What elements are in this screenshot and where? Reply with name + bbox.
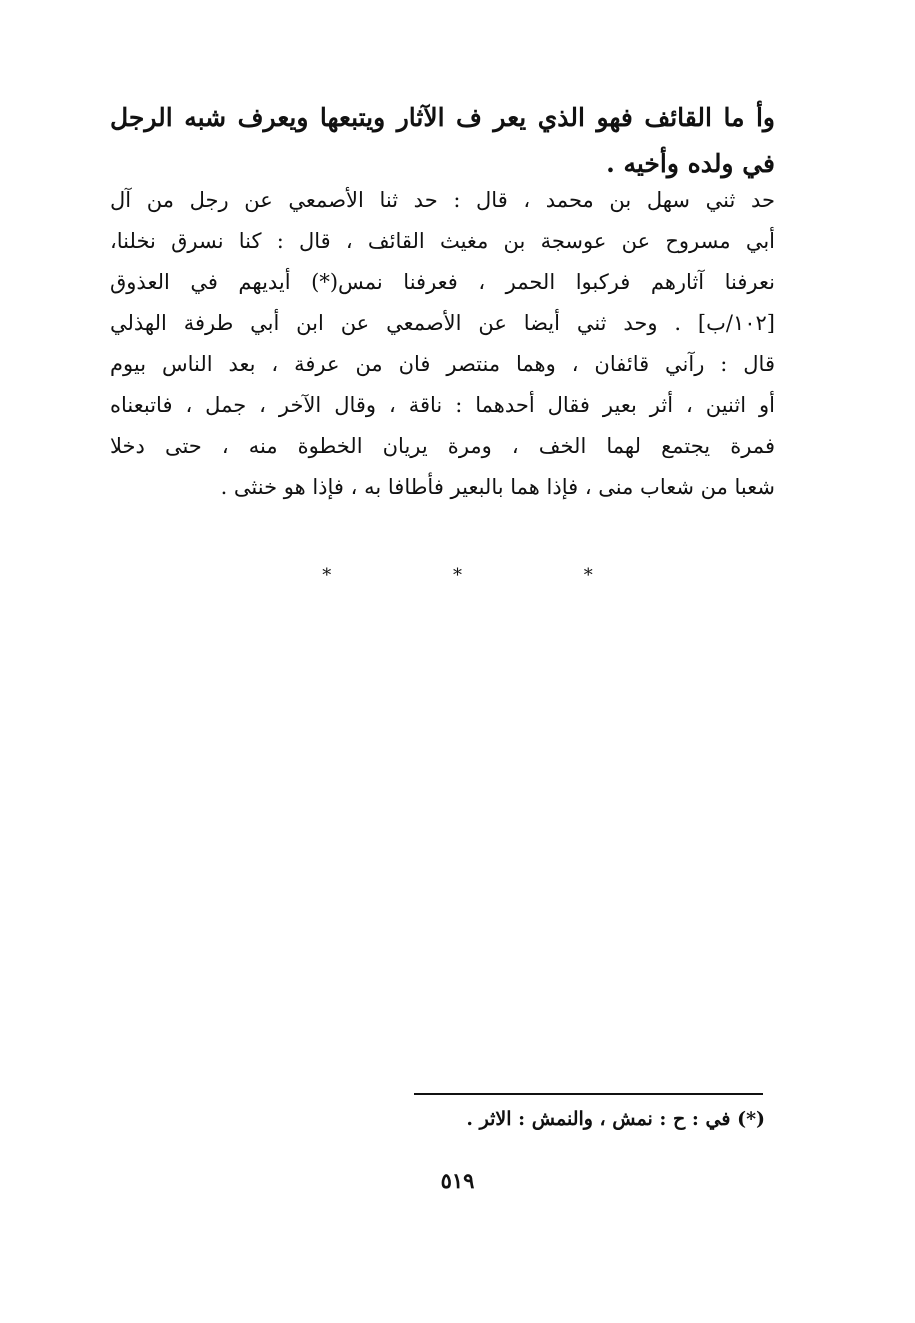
footnote: (*) في : ح : نمش ، والنمش : الاثر . xyxy=(466,1108,765,1130)
body-line: أبي مسروح عن عوسجة بن مغيث القائف ، قال : كنا نسرق نخلنا، xyxy=(110,229,775,253)
section-separator: * * * xyxy=(322,565,651,586)
body-line: قال : رآني قائفان ، وهما منتصر فان من عرفة ، بعد الناس بيوم xyxy=(110,352,775,376)
body-line: شعبا من شعاب منى ، فإذا هما بالبعير فأطافا به ، فإذا هو خنثى . xyxy=(220,475,775,499)
body-line: [١٠٢/ب] . وحد ثني أيضا عن الأصمعي عن ابن أبي طرفة الهذلي xyxy=(110,311,775,335)
heading-line: في ولده وأخيه . xyxy=(606,149,775,178)
footnote-divider xyxy=(414,1093,763,1095)
body-paragraph xyxy=(110,180,775,508)
body-line: فمرة يجتمع لهما الخف ، ومرة يريان الخطوة منه ، حتى دخلا xyxy=(110,434,775,458)
page-number: ٥١٩ xyxy=(440,1168,475,1193)
body-line: نعرفنا آثارهم فركبوا الحمر ، فعرفنا نمس(*) أيديهم في العذوق xyxy=(110,270,775,294)
body-line: حد ثني سهل بن محمد ، قال : حد ثنا الأصمعي عن رجل من آل xyxy=(110,188,775,212)
body-line: أو اثنين ، أثر بعير فقال أحدهما : ناقة ، وقال الآخر ، جمل ، فاتبعناه xyxy=(110,393,775,417)
heading-line: وأ ما القائف فهو الذي يعر ف الآثار ويتبعها ويعرف شبه الرجل xyxy=(110,103,775,132)
section-heading xyxy=(110,95,775,187)
